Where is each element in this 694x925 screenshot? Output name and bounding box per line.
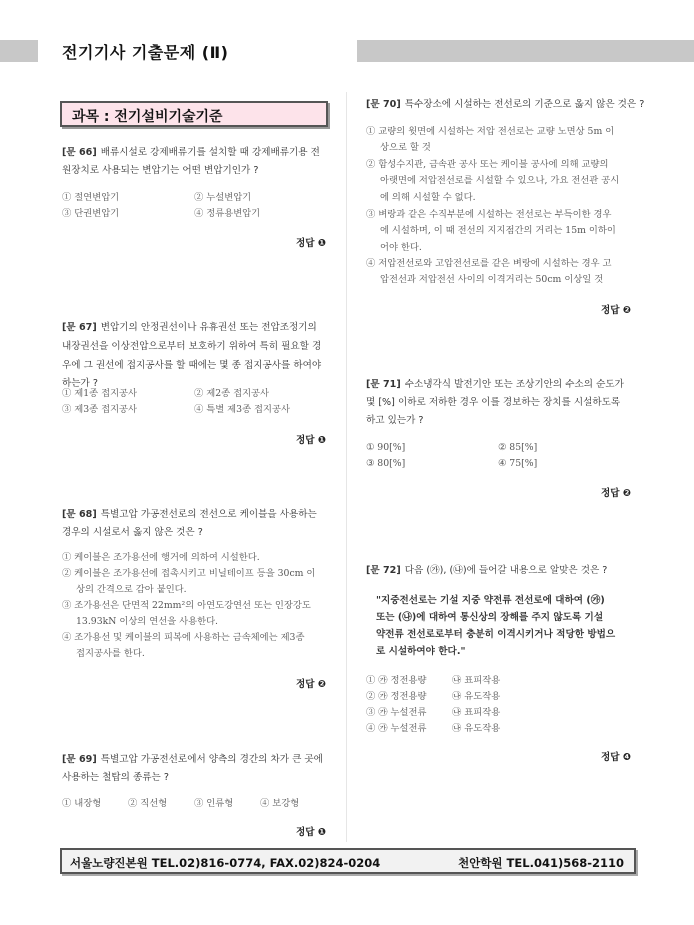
q70-option-4[interactable]: ④ 저압전선로와 고압전선로를 같은 벼랑에 시설하는 경우 고 bbox=[366, 258, 612, 269]
q66-option-1[interactable]: ① 절연변압기 bbox=[62, 192, 120, 203]
q68-option-3[interactable]: ③ 조가용선은 단면적 22mm²의 아연도강연선 또는 인장강도 bbox=[62, 600, 311, 611]
quote-line: "지중전선로는 기설 지중 약전류 전선로에 대하여 (㉮) bbox=[376, 595, 605, 606]
q67-option-1[interactable]: ① 제1종 접지공사 bbox=[62, 388, 138, 399]
question-71-number: [문 71] bbox=[366, 379, 401, 390]
column-divider bbox=[346, 92, 347, 842]
question-67-line3: 우에 그 권선에 접지공사를 할 때에는 몇 종 접지공사를 하여야 bbox=[62, 360, 322, 371]
question-text: 수소냉각식 발전기안 또는 조상기안의 수소의 순도가 bbox=[404, 379, 624, 390]
q72-option-3[interactable]: ③ ㉮ 누설전류 bbox=[366, 707, 427, 718]
question-69-line1 bbox=[62, 750, 323, 769]
q66-option-2[interactable]: ② 누설변압기 bbox=[194, 192, 252, 203]
question-text: 다음 (㉮), (㉯)에 들어갈 내용으로 알맞은 것은 ? bbox=[404, 565, 608, 576]
footer-cheonan-contact: 천안학원 TEL.041)568-2110 bbox=[458, 856, 624, 870]
subject-box: 과목 : 전기설비기술기준 bbox=[60, 101, 328, 127]
footer-seoul-contact: 서울노량진본원 TEL.02)816-0774, FAX.02)824-0204 bbox=[70, 856, 381, 870]
q66-option-3[interactable]: ③ 단권변압기 bbox=[62, 208, 120, 219]
question-text: 특별고압 가공전선로에서 양측의 경간의 차가 큰 곳에 bbox=[100, 754, 323, 765]
q70-option-3-cont2: 어야 한다. bbox=[380, 242, 422, 253]
q70-option-4-cont: 압전선과 저압전선 사이의 이격거리는 50cm 이상일 것 bbox=[380, 274, 604, 285]
q72-option-1[interactable]: ① ㉮ 정전용량 bbox=[366, 675, 427, 686]
q70-option-2[interactable]: ② 함성수지관, 금속관 공사 또는 케이블 공사에 의해 교량의 bbox=[366, 159, 609, 170]
q71-option-2[interactable]: ② 85[%] bbox=[498, 442, 538, 453]
question-71-line2: 몇 [%] 이하로 저하한 경우 이를 경보하는 장치를 시설하도록 bbox=[366, 397, 621, 408]
question-text: 변압기의 안정권선이나 유휴권선 또는 전압조정기의 bbox=[100, 322, 317, 333]
q72-option-2b: ㉯ 유도작용 bbox=[452, 691, 501, 702]
quote-line: 또는 (㉯)에 대하여 통신상의 장해를 주지 않도록 기설 bbox=[376, 612, 604, 623]
q71-answer: 정답 ❷ bbox=[601, 488, 631, 499]
q68-option-3-cont: 13.93kN 이상의 연선을 사용한다. bbox=[76, 616, 219, 627]
q67-option-2[interactable]: ② 제2종 접지공사 bbox=[194, 388, 270, 399]
q70-option-2-cont1: 아랫면에 저압전선로를 시설할 수 있으나, 가요 전선관 공시 bbox=[380, 175, 620, 186]
question-66-line2: 원장치로 사용되는 변압기는 어떤 변압기인가 ? bbox=[62, 165, 259, 176]
question-66-number: [문 66] bbox=[62, 147, 97, 158]
q71-option-4[interactable]: ④ 75[%] bbox=[498, 458, 538, 469]
header-right-bar bbox=[357, 40, 694, 62]
question-66-line1 bbox=[62, 143, 320, 162]
q66-answer: 정답 ❶ bbox=[296, 238, 326, 249]
q72-option-2[interactable]: ② ㉮ 정전용량 bbox=[366, 691, 427, 702]
question-67-line1 bbox=[62, 318, 317, 337]
q67-option-3[interactable]: ③ 제3종 접지공사 bbox=[62, 404, 138, 415]
question-text: 특별고압 가공전선로의 전선으로 케이블을 사용하는 bbox=[100, 509, 317, 520]
q70-option-3-cont1: 에 시설하며, 이 때 전선의 지지점간의 거리는 15m 이하이 bbox=[380, 225, 616, 236]
q70-answer: 정답 ❷ bbox=[601, 305, 631, 316]
q72-answer: 정답 ❹ bbox=[601, 752, 631, 763]
question-68-line2: 경우의 시설로서 옳지 않은 것은 ? bbox=[62, 527, 203, 538]
q68-option-2-cont: 상의 간격으로 감아 붙인다. bbox=[76, 584, 187, 595]
q70-option-3[interactable]: ③ 벼랑과 같은 수직부분에 시설하는 전선로는 부득이한 경우 bbox=[366, 209, 612, 220]
quote-line: 로 시설하여야 한다." bbox=[376, 646, 466, 657]
q67-answer: 정답 ❶ bbox=[296, 435, 326, 446]
q66-option-4[interactable]: ④ 정류용변압기 bbox=[194, 208, 261, 219]
question-71-line1 bbox=[366, 375, 624, 394]
q72-option-4b: ㉯ 유도작용 bbox=[452, 723, 501, 734]
q72-option-3b: ㉯ 표피작용 bbox=[452, 707, 501, 718]
q70-option-1[interactable]: ① 교량의 윗면에 시설하는 저압 전선로는 교량 노면상 5m 이 bbox=[366, 126, 615, 137]
q69-option-4[interactable]: ④ 보강형 bbox=[260, 798, 300, 809]
question-69-number: [문 69] bbox=[62, 754, 97, 765]
q69-option-3[interactable]: ③ 인류형 bbox=[194, 798, 234, 809]
question-text: 배류시설로 강제배류기를 설치할 때 강제배류기용 전 bbox=[100, 147, 320, 158]
q69-option-1[interactable]: ① 내장형 bbox=[62, 798, 102, 809]
question-68-line1 bbox=[62, 505, 317, 524]
question-72-line1 bbox=[366, 561, 607, 580]
page-title: 전기기사 기출문제 (Ⅱ) bbox=[62, 43, 229, 62]
q70-option-2-cont2: 에 의해 시설할 수 없다. bbox=[380, 192, 476, 203]
q68-answer: 정답 ❷ bbox=[296, 679, 326, 690]
q67-option-4[interactable]: ④ 특별 제3종 접지공사 bbox=[194, 404, 290, 415]
q72-option-4[interactable]: ④ ㉮ 누설전류 bbox=[366, 723, 427, 734]
q70-option-1-cont: 상으로 할 것 bbox=[380, 142, 431, 153]
q69-answer: 정답 ❶ bbox=[296, 827, 326, 838]
quote-line: 약전류 전선로로부터 충분히 이격시키거나 적당한 방법으 bbox=[376, 629, 616, 640]
q69-option-2[interactable]: ② 직선형 bbox=[128, 798, 168, 809]
question-68-number: [문 68] bbox=[62, 509, 97, 520]
question-72-number: [문 72] bbox=[366, 565, 401, 576]
q68-option-1[interactable]: ① 케이블은 조가용선에 행거에 의하여 시설한다. bbox=[62, 552, 260, 563]
question-69-line2: 사용하는 철탑의 종류는 ? bbox=[62, 772, 169, 783]
q71-option-3[interactable]: ③ 80[%] bbox=[366, 458, 406, 469]
footer-contact-bar bbox=[60, 848, 636, 874]
q72-quote bbox=[376, 592, 628, 660]
question-70-line1 bbox=[366, 95, 644, 114]
q71-option-1[interactable]: ① 90[%] bbox=[366, 442, 406, 453]
question-67-line4: 하는가 ? bbox=[62, 378, 98, 389]
header-left-bar bbox=[0, 40, 38, 62]
question-70-number: [문 70] bbox=[366, 99, 401, 110]
q72-option-1b: ㉯ 표피작용 bbox=[452, 675, 501, 686]
q68-option-2[interactable]: ② 케이블은 조가용선에 접촉시키고 비닐테이프 등을 30cm 이 bbox=[62, 568, 316, 579]
q68-option-4-cont: 접지공사를 한다. bbox=[76, 648, 145, 659]
question-67-number: [문 67] bbox=[62, 322, 97, 333]
question-67-line2: 내장권선을 이상전압으로부터 보호하기 위하여 특히 필요할 경 bbox=[62, 341, 322, 352]
q68-option-4[interactable]: ④ 조가용선 및 케이블의 피복에 사용하는 금속체에는 제3종 bbox=[62, 632, 305, 643]
question-text: 특수장소에 시설하는 전선로의 기준으로 옳지 않은 것은 ? bbox=[404, 99, 645, 110]
question-71-line3: 하고 있는가 ? bbox=[366, 415, 424, 426]
